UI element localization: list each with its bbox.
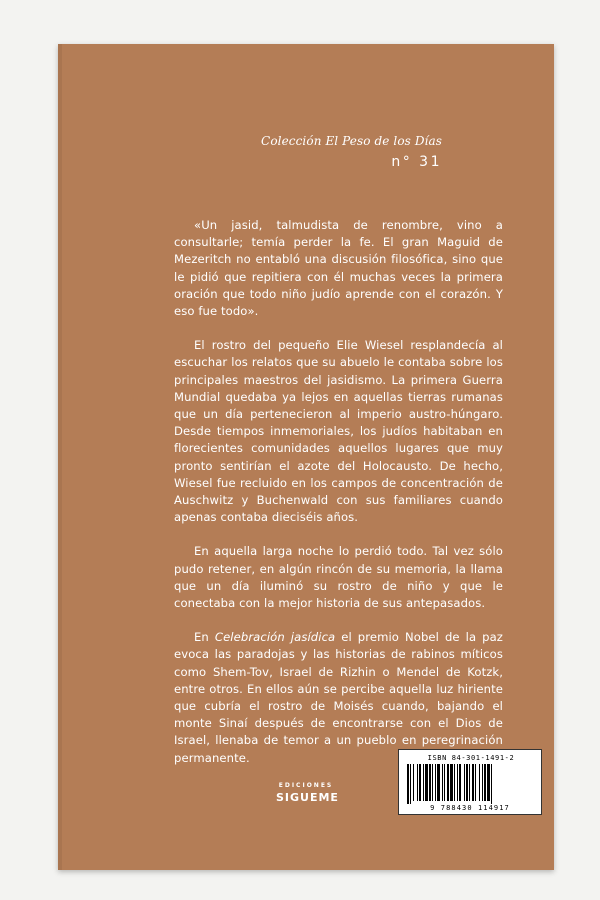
book-back-cover xyxy=(58,44,554,870)
collection-info xyxy=(261,134,442,170)
blurb-p4-prefix: En xyxy=(194,630,215,645)
blurb-paragraph-4 xyxy=(174,629,503,767)
publisher-name: SIGUEME xyxy=(276,791,339,804)
blurb-paragraph-3: En aquella larga noche lo perdió todo. Tal vez sólo pudo retener, en algún rincón de su memoria, la llama que un día iluminó su rostro de niño y que le conectaba con la mejor historia de sus antepasados. xyxy=(174,544,503,611)
barcode-icon xyxy=(407,764,533,804)
collection-number: n° 31 xyxy=(391,154,442,170)
barcode-label xyxy=(398,749,542,815)
isbn-text: ISBN 84-301-1491-2 xyxy=(427,754,515,762)
collection-name: Colección El Peso de los Días xyxy=(261,134,442,148)
blurb-paragraph-1: «Un jasid, talmudista de renombre, vino a consultarle; temía perder la fe. El gran Maguid de Mezeritch no entabló una discusión filosófica, sino que le pidió que repitiera con él muchas veces la primera oración que todo niño judío aprende con el corazón. Y eso fue todo». xyxy=(174,218,503,319)
barcode-digits: 9 788430 114917 xyxy=(430,804,510,812)
publisher-line1: EDICIONES xyxy=(278,782,334,789)
blurb-text xyxy=(174,217,503,767)
publisher-logo xyxy=(276,782,339,804)
book-title-italic: Celebración jasídica xyxy=(214,630,336,645)
blurb-p4-rest: el premio Nobel de la paz evoca las paradojas y las historias de rabinos míticos como Shem-Tov, Israel de Rizhin o Mendel de Kotzk, entre otros. En ellos aún se percibe aquella luz hiriente que cubría el rostro de Moisés cuando, bajando el monte Sinaí después de encontrarse con el Dios de Israel, llenaba de temor a un pueblo en peregrinación permanente. xyxy=(174,630,503,765)
blurb-paragraph-2: El rostro del pequeño Elie Wiesel resplandecía al escuchar los relatos que su abuelo le contaba sobre los principales maestros del jasidismo. La primera Guerra Mundial quedaba ya lejos en aquellas tierras rumanas que un día pertenecieron al imperio austro-húngaro. Desde tiempos inmemoriales, los judíos habitaban en florecientes comunidades aquellos lugares que muy pronto sentirían el azote del Holocausto. De hecho, Wiesel fue recluido en los campos de concentración de Auschwitz y Buchenwald con sus familiares cuando apenas contaba dieciséis años. xyxy=(174,338,503,525)
